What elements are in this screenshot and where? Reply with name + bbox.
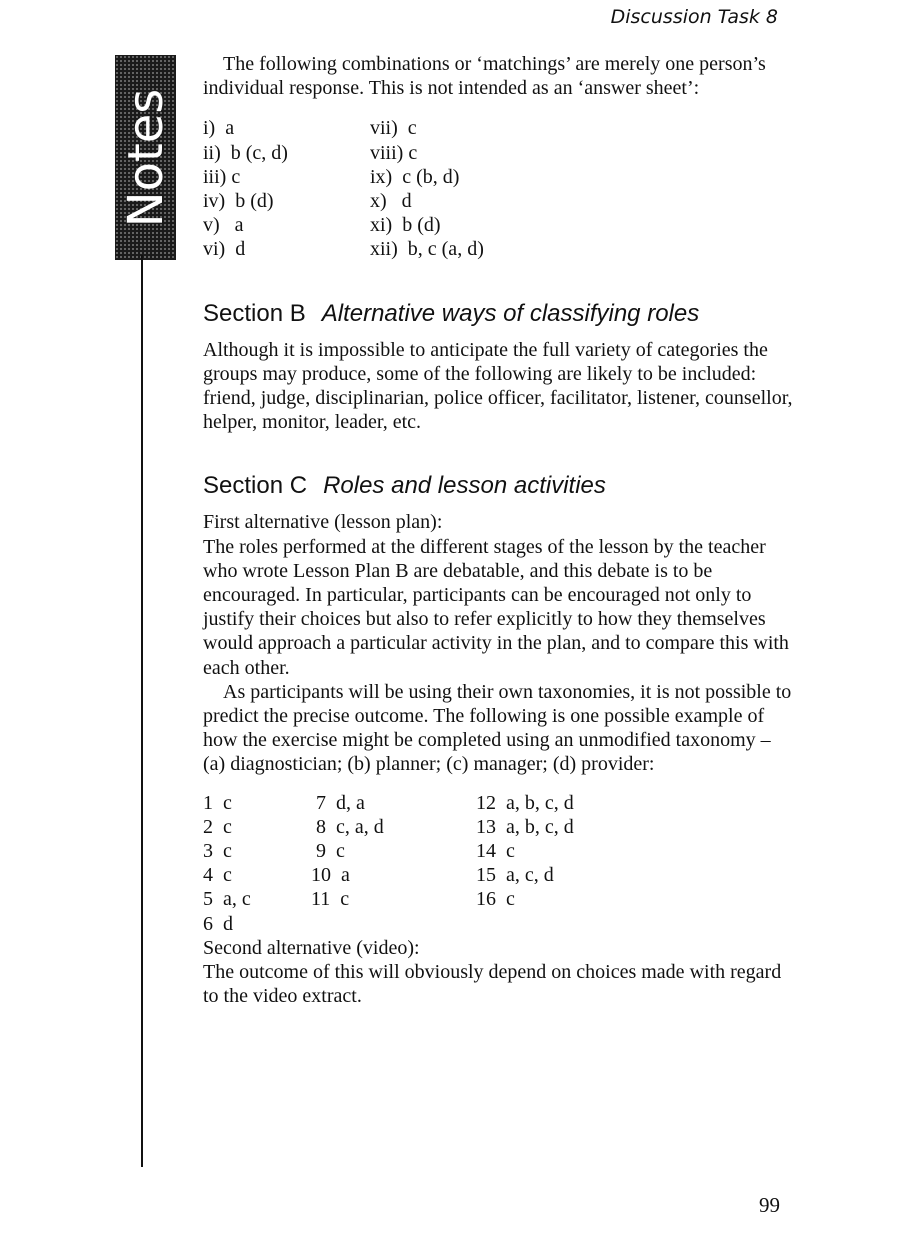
section-c-paragraph-2: As participants will be using their own taxonomies, it is not possible to predict the precise outcome. The following is one possible example of how the exercise might be completed using an unmodified taxonomy – (a) diagnostician; (b) planner; (c) manager; (d) provider:	[203, 680, 792, 776]
list-item: 9 c	[311, 840, 345, 863]
list-item: 2 c	[203, 815, 232, 838]
list-item: 12 a, b, c, d	[476, 791, 574, 814]
page-content	[203, 52, 793, 1009]
list-item: 16 c	[476, 888, 515, 911]
section-b-label: Section B	[203, 299, 306, 327]
list-item: vi) d	[203, 238, 246, 261]
roman-matchings-list	[203, 116, 793, 261]
section-b-role-list: friend, judge, disciplinarian, police officer, facilitator, listener, counsellor, helper, monitor, leader, etc.	[203, 387, 793, 434]
list-item	[476, 912, 636, 936]
list-item: 4 c	[203, 864, 232, 887]
intro-paragraph: The following combinations or ‘matchings’ are merely one person’s individual response. This is not intended as an ‘answer sheet’:	[203, 53, 766, 100]
section-c-paragraph-1: The roles performed at the different stages of the lesson by the teacher who wrote Lesson Plan B are debatable, and this debate is to be encouraged. In particular, participants can be encouraged not only to justify their choices but also to refer explicitly to how they themselves would approach a particular activity in the plan, and to compare this with each other.	[203, 535, 789, 679]
list-item: 8 c, a, d	[311, 815, 384, 838]
page-number: 99	[759, 1193, 780, 1217]
section-c-label: Section C	[203, 472, 308, 500]
notes-tab	[115, 55, 176, 260]
list-item: 3 c	[203, 840, 232, 863]
section-c-title: Roles and lesson activities	[323, 472, 606, 500]
list-item: viii) c	[370, 141, 418, 164]
second-alternative-label: Second alternative (video):	[203, 936, 420, 959]
list-item: iii) c	[203, 165, 241, 188]
section-b-title: Alternative ways of classifying roles	[321, 299, 700, 327]
list-item: ii) b (c, d)	[203, 141, 288, 164]
notes-tab-label: Notes	[117, 88, 174, 227]
list-item: 15 a, c, d	[476, 864, 554, 887]
first-alternative-label: First alternative (lesson plan):	[203, 511, 443, 534]
list-item: 14 c	[476, 840, 515, 863]
section-b-paragraph: Although it is impossible to anticipate the full variety of categories the groups may produce, some of the following are likely to be included:	[203, 338, 768, 385]
list-item: vii) c	[370, 117, 417, 140]
margin-rule	[141, 255, 143, 1167]
list-item: i) a	[203, 117, 235, 140]
section-b-heading	[203, 300, 793, 328]
list-item: 11 c	[311, 888, 350, 911]
list-item: 6 d	[203, 912, 233, 935]
list-item: v) a	[203, 214, 244, 237]
list-item: 13 a, b, c, d	[476, 815, 574, 838]
list-item: xii) b, c (a, d)	[370, 238, 484, 261]
list-item: ix) c (b, d)	[370, 165, 460, 188]
section-c-heading	[203, 472, 793, 500]
list-item: 5 a, c	[203, 888, 251, 911]
running-head: Discussion Task 8	[610, 6, 778, 28]
list-item: 7 d, a	[311, 791, 365, 814]
list-item: iv) b (d)	[203, 190, 274, 213]
list-item: 1 c	[203, 791, 232, 814]
list-item: x) d	[370, 190, 412, 213]
list-item	[311, 912, 476, 936]
list-item: 10 a	[311, 864, 350, 887]
numbered-matchings-list	[203, 791, 793, 936]
list-item: xi) b (d)	[370, 214, 441, 237]
section-c-paragraph-3: The outcome of this will obviously depend on choices made with regard to the video extract.	[203, 961, 782, 1008]
